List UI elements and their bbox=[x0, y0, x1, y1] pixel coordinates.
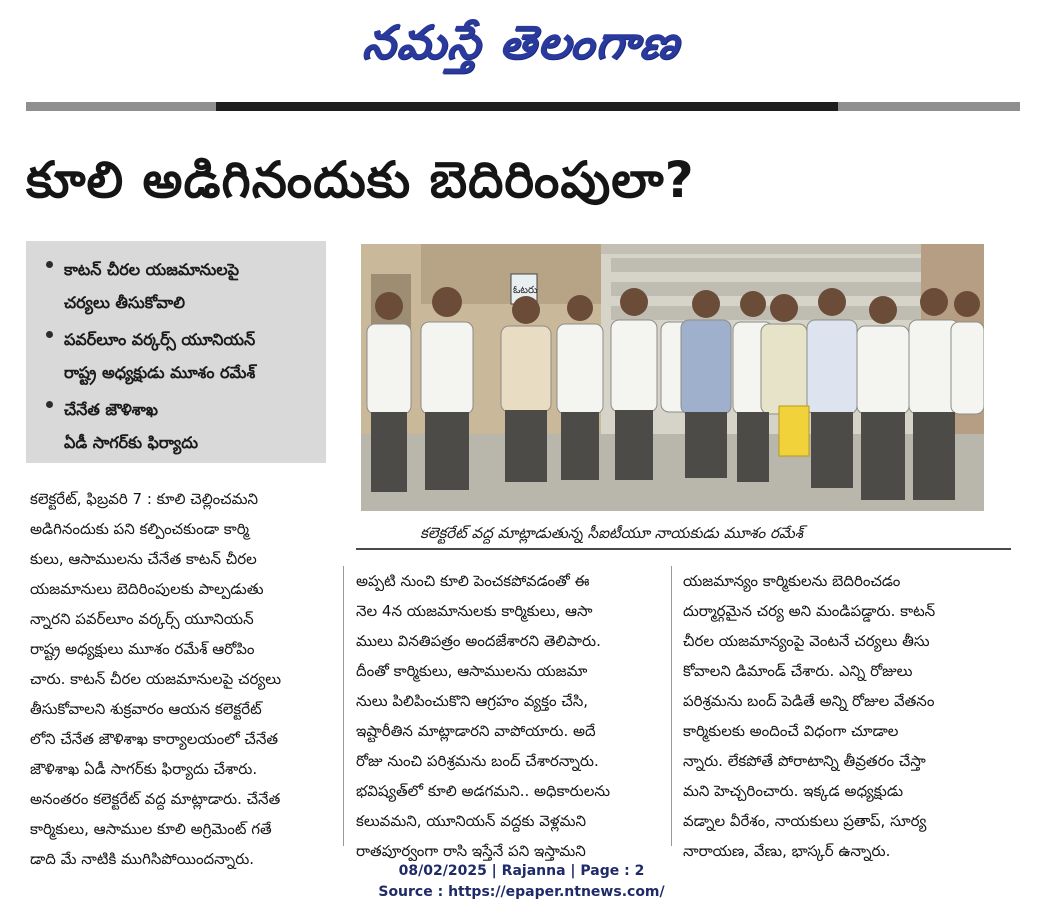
article-line: కులు, ఆసాములను చేనేత కాటన్ చీరల bbox=[30, 550, 257, 568]
article-line: నులు పిలిపించుకొని ఆగ్రహం వ్యక్తం చేసి, bbox=[356, 692, 589, 710]
highlight-item bbox=[46, 253, 316, 319]
article-line: అప్పటి నుంచి కూలి పెంచకపోవడంతో ఈ bbox=[356, 572, 590, 590]
photo-illustration bbox=[361, 244, 984, 511]
article-line: కోవాలని డిమాండ్ చేశారు. ఎన్ని రోజులు bbox=[683, 662, 913, 680]
header-rule-right bbox=[838, 102, 1020, 111]
article-line: రాష్ట్ర అధ్యక్షులు మూశం రమేశ్ ఆరోపిం bbox=[30, 640, 255, 658]
article-line: యజమాన్యం కార్మికులను బెదిరించడం bbox=[683, 572, 901, 590]
article-line: యజమానులు బెదిరింపులకు పాల్పడుతు bbox=[30, 580, 264, 598]
article-headline: కూలి అడిగినందుకు బెదిరింపులా? bbox=[26, 151, 695, 209]
highlight-line: రాష్ట్ర అధ్యక్షుడు మూశం రమేశ్ bbox=[64, 363, 256, 382]
article-line: భవిష్యత్‌లో కూలి అడగమని.. అధికారులను bbox=[356, 782, 611, 800]
header-rule-left bbox=[26, 102, 216, 111]
article-line: రాతపూర్వంగా రాసి ఇస్తేనే పని ఇస్తామని bbox=[356, 842, 586, 860]
article-line: జౌళిశాఖ ఏడీ సాగర్‌కు ఫిర్యాదు చేశారు. bbox=[30, 760, 258, 778]
article-line: వడ్నాల వీరేశం, నాయకులు ప్రతాప్, సూర్య bbox=[683, 812, 927, 830]
highlight-line: చర్యలు తీసుకోవాలి bbox=[64, 293, 185, 312]
caption-divider bbox=[356, 548, 1011, 550]
footer-date-line: 08/02/2025 | Rajanna | Page : 2 bbox=[398, 863, 645, 879]
article-line: నెల 4న యజమానులకు కార్మికులు, ఆసా bbox=[356, 602, 593, 620]
article-line: అడిగినందుకు పని కల్పించకుండా కార్మి bbox=[30, 520, 249, 538]
article-line: చీరల యజమాన్యంపై వెంటనే చర్యలు తీసు bbox=[683, 632, 930, 650]
article-line: న్నారని పవర్‌లూం వర్కర్స్ యూనియన్ bbox=[30, 610, 254, 628]
bullet-icon bbox=[46, 401, 53, 408]
article-line: లోని చేనేత జౌళిశాఖ కార్యాలయంలో చేనేత bbox=[30, 730, 279, 748]
article-line: కార్మికులకు అందించే విధంగా చూడాల bbox=[683, 722, 899, 740]
bullet-icon bbox=[46, 261, 53, 268]
article-line: కలెక్టరేట్, ఫిబ్రవరి 7 : కూలి చెల్లించమని bbox=[30, 490, 258, 508]
header-rule-center bbox=[216, 102, 838, 111]
article-line: మని హెచ్చరించారు. ఇక్కడ అధ్యక్షుడు bbox=[683, 782, 904, 800]
article-line: దీంతో కార్మికులు, ఆసాములను యజమా bbox=[356, 662, 588, 680]
article-line: చారు. కాటన్ చీరల యజమానులపై చర్యలు bbox=[30, 670, 282, 688]
highlight-line: ఏడీ సాగర్‌కు ఫిర్యాదు bbox=[64, 433, 199, 452]
column-divider bbox=[343, 566, 344, 846]
article-column-2 bbox=[356, 566, 666, 866]
photo-caption: కలెక్టరేట్ వద్ద మాట్లాడుతున్న సీఐటీయూ నాయకుడు మూశం రమేశ్ bbox=[420, 524, 803, 542]
article-column-3 bbox=[683, 566, 993, 866]
footer-source-line: Source : https://epaper.ntnews.com/ bbox=[378, 884, 665, 900]
article-line: దుర్మార్గమైన చర్య అని మండిపడ్డారు. కాటన్ bbox=[683, 602, 936, 620]
group-photo bbox=[361, 244, 984, 511]
article-line: పరిశ్రమను బంద్ పెడితే అన్ని రోజుల వేతనం bbox=[683, 692, 935, 710]
bullet-icon bbox=[46, 331, 53, 338]
highlight-item bbox=[46, 323, 316, 389]
masthead bbox=[0, 6, 1043, 78]
article-line: తీసుకోవాలని శుక్రవారం ఆయన కలెక్టరేట్ bbox=[30, 700, 262, 718]
article-line: న్నారు. లేకపోతే పోరాటాన్ని తీవ్రతరం చేస్తా bbox=[683, 752, 926, 770]
highlight-line: కాటన్ చీరల యజమానులపై bbox=[64, 260, 240, 279]
article-line: డాది మే నాటికి ముగిసిపోయిందన్నారు. bbox=[30, 850, 255, 868]
highlight-line: చేనేత జౌళిశాఖ bbox=[64, 400, 158, 419]
article-column-1 bbox=[30, 484, 330, 874]
newspaper-logo: నమస్తే తెలంగాణ bbox=[359, 15, 684, 69]
article-line: కలువమని, యూనియన్ వద్దకు వెళ్లమని bbox=[356, 812, 587, 830]
article-line: కార్మికులు, ఆసాముల కూలి అగ్రిమెంట్ గతే bbox=[30, 820, 272, 838]
highlight-item bbox=[46, 393, 316, 459]
column-divider bbox=[671, 566, 672, 846]
highlights-box bbox=[26, 241, 326, 463]
photo-sign-text: ఓటరు bbox=[513, 285, 538, 296]
highlight-line: పవర్‌లూం వర్కర్స్ యూనియన్ bbox=[64, 330, 256, 349]
article-line: నారాయణ, వేణు, భాస్కర్ ఉన్నారు. bbox=[683, 842, 891, 860]
article-line: ఇష్టారీతిన మాట్లాడారని వాపోయారు. అదే bbox=[356, 722, 596, 740]
article-line: అనంతరం కలెక్టరేట్ వద్ద మాట్లాడారు. చేనేత bbox=[30, 790, 281, 808]
article-line: రోజు నుంచి పరిశ్రమను బంద్ చేశారన్నారు. bbox=[356, 752, 599, 770]
article-line: ములు వినతిపత్రం అందజేశారని తెలిపారు. bbox=[356, 632, 601, 650]
